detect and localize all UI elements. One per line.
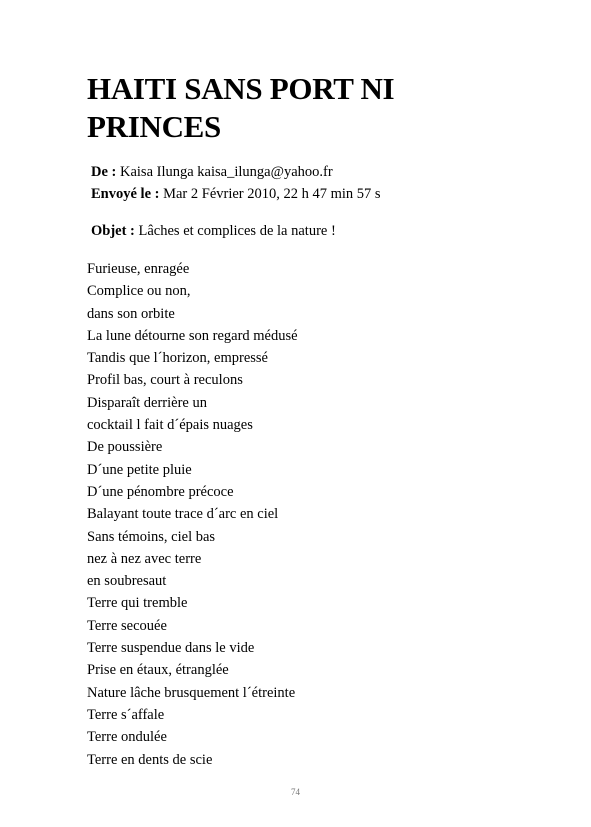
from-value: Kaisa Ilunga kaisa_ilunga@yahoo.fr	[120, 164, 333, 180]
poem-line: Terre suspendue dans le vide	[87, 640, 255, 657]
poem-line: Complice ou non,	[87, 283, 191, 300]
poem-line: Terre en dents de scie	[87, 751, 213, 768]
page-title: HAITI SANS PORT NI PRINCES	[87, 71, 395, 144]
poem-line: Nature lâche brusquement l´étreinte	[87, 684, 296, 701]
poem-line: Balayant toute trace d´arc en ciel	[87, 506, 279, 523]
poem-line: cocktail l fait d´épais nuages	[87, 417, 253, 434]
poem-line: Terre secouée	[87, 617, 167, 634]
poem-line: D´une petite pluie	[87, 461, 192, 478]
poem-line: Disparaît derrière un	[87, 394, 207, 411]
poem-line: dans son orbite	[87, 305, 175, 322]
poem-line: Prise en étaux, étranglée	[87, 662, 229, 679]
poem-line: Terre s´affale	[87, 706, 165, 723]
poem-line: Terre qui tremble	[87, 595, 188, 612]
page-number: 74	[291, 787, 300, 797]
poem-line: De poussière	[87, 439, 163, 456]
poem-line: Furieuse, enragée	[87, 261, 190, 277]
email-sent-line	[91, 183, 381, 205]
poem-line: Terre ondulée	[87, 729, 167, 746]
email-from-line	[91, 161, 333, 183]
poem-line: La lune détourne son regard médusé	[87, 327, 298, 344]
sent-label: Envoyé le :	[91, 186, 160, 202]
poem-body	[87, 258, 298, 771]
poem-line: nez à nez avec terre	[87, 550, 202, 567]
poem-line: en soubresaut	[87, 573, 167, 590]
poem-line: Profil bas, court à reculons	[87, 372, 243, 389]
subject-value: Lâches et complices de la nature !	[138, 223, 336, 239]
poem-line: Tandis que l´horizon, empressé	[87, 350, 268, 367]
sent-value: Mar 2 Février 2010, 22 h 47 min 57 s	[163, 186, 381, 202]
email-subject-line	[91, 220, 336, 242]
subject-label: Objet :	[91, 223, 135, 239]
poem-line: D´une pénombre précoce	[87, 483, 234, 500]
poem-line: Sans témoins, ciel bas	[87, 528, 216, 545]
from-label: De :	[91, 164, 117, 180]
